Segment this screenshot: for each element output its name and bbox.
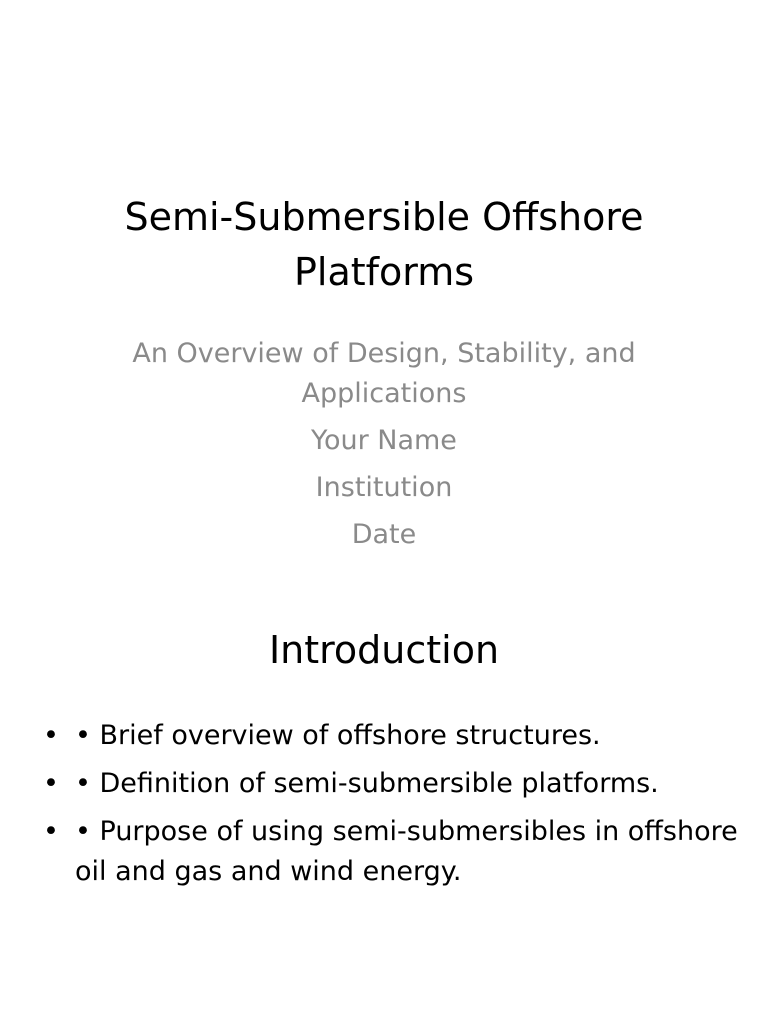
bullet-text: • Definition of semi-submersible platforms. [75,768,659,799]
bullet-item [40,764,740,804]
bullet-text: • Purpose of using semi-submersibles in offshore oil and gas and wind energy. [75,816,738,887]
bullet-item [40,716,740,756]
bullet-text: • Brief overview of offshore structures. [75,720,601,751]
institution: Institution [315,472,453,503]
date: Date [351,519,417,550]
subtitle-block [110,334,658,555]
bullet-list [40,716,740,900]
bullet-marker: • [43,720,59,751]
bullet-marker: • [43,816,59,847]
slide-subtitle: An Overview of Design, Stability, and Applications [132,338,636,409]
slide-title: Semi-Submersible Offshore Platforms [124,195,644,294]
bullet-item [40,812,740,892]
slide-heading: Introduction [268,628,500,672]
author-name: Your Name [311,425,457,456]
bullet-marker: • [43,768,59,799]
